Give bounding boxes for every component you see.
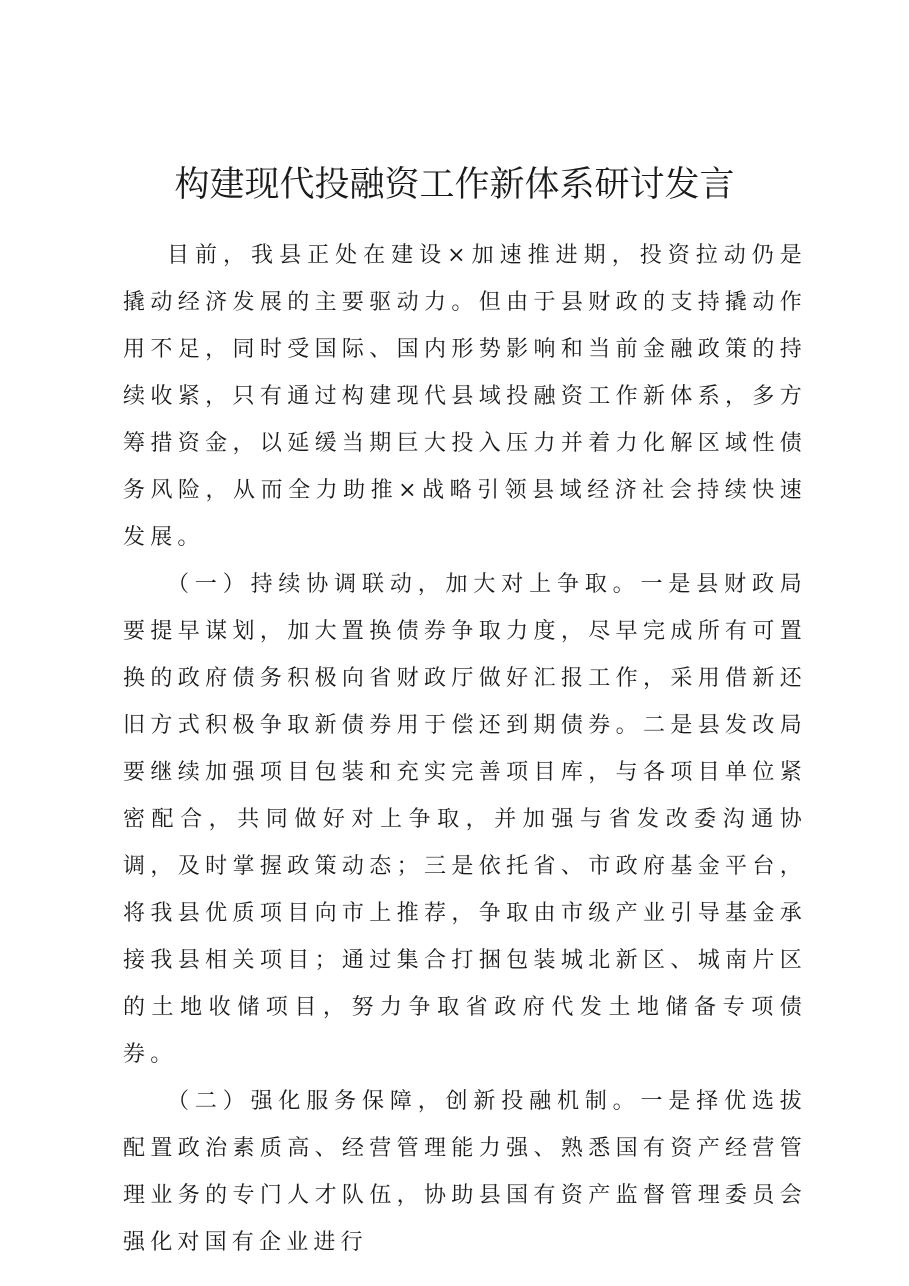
document-title: 构建现代投融资工作新体系研讨发言 (174, 165, 735, 205)
document-body (123, 232, 807, 1266)
paragraph-intro: 目前，我县正处在建设×加速推进期，投资拉动仍是撬动经济发展的主要驱动力。但由于县财政的支持撬动作用不足，同时受国际、国内形势影响和当前金融政策的持续收紧，只有通过构建现代县域投融资工作新体系，多方筹措资金，以延缓当期巨大投入压力并着力化解区域性债务风险，从而全力助推×战略引领县域经济社会持续快速发展。 (123, 243, 807, 550)
paragraph-section-one: （一）持续协调联动，加大对上争取。一是县财政局要提早谋划，加大置换债券争取力度，尽早完成所有可置换的政府债务积极向省财政厅做好汇报工作，采用借新还旧方式积极争取新债券用于偿还到期债券。二是县发改局要继续加强项目包装和充实完善项目库，与各项目单位紧密配合，共同做好对上争取，并加强与省发改委沟通协调，及时掌握政策动态；三是依托省、市政府基金平台，将我县优质项目向市上推荐，争取由市级产业引导基金承接我县相关项目；通过集合打捆包装城北新区、城南片区的土地收储项目，努力争取省政府代发土地储备专项债券。 (123, 572, 807, 1067)
paragraph-section-two: （二）强化服务保障，创新投融机制。一是择优选拔配置政治素质高、经营管理能力强、熟悉国有资产经营管理业务的专门人才队伍，协助县国有资产监督管理委员会强化对国有企业进行 (123, 1089, 807, 1255)
